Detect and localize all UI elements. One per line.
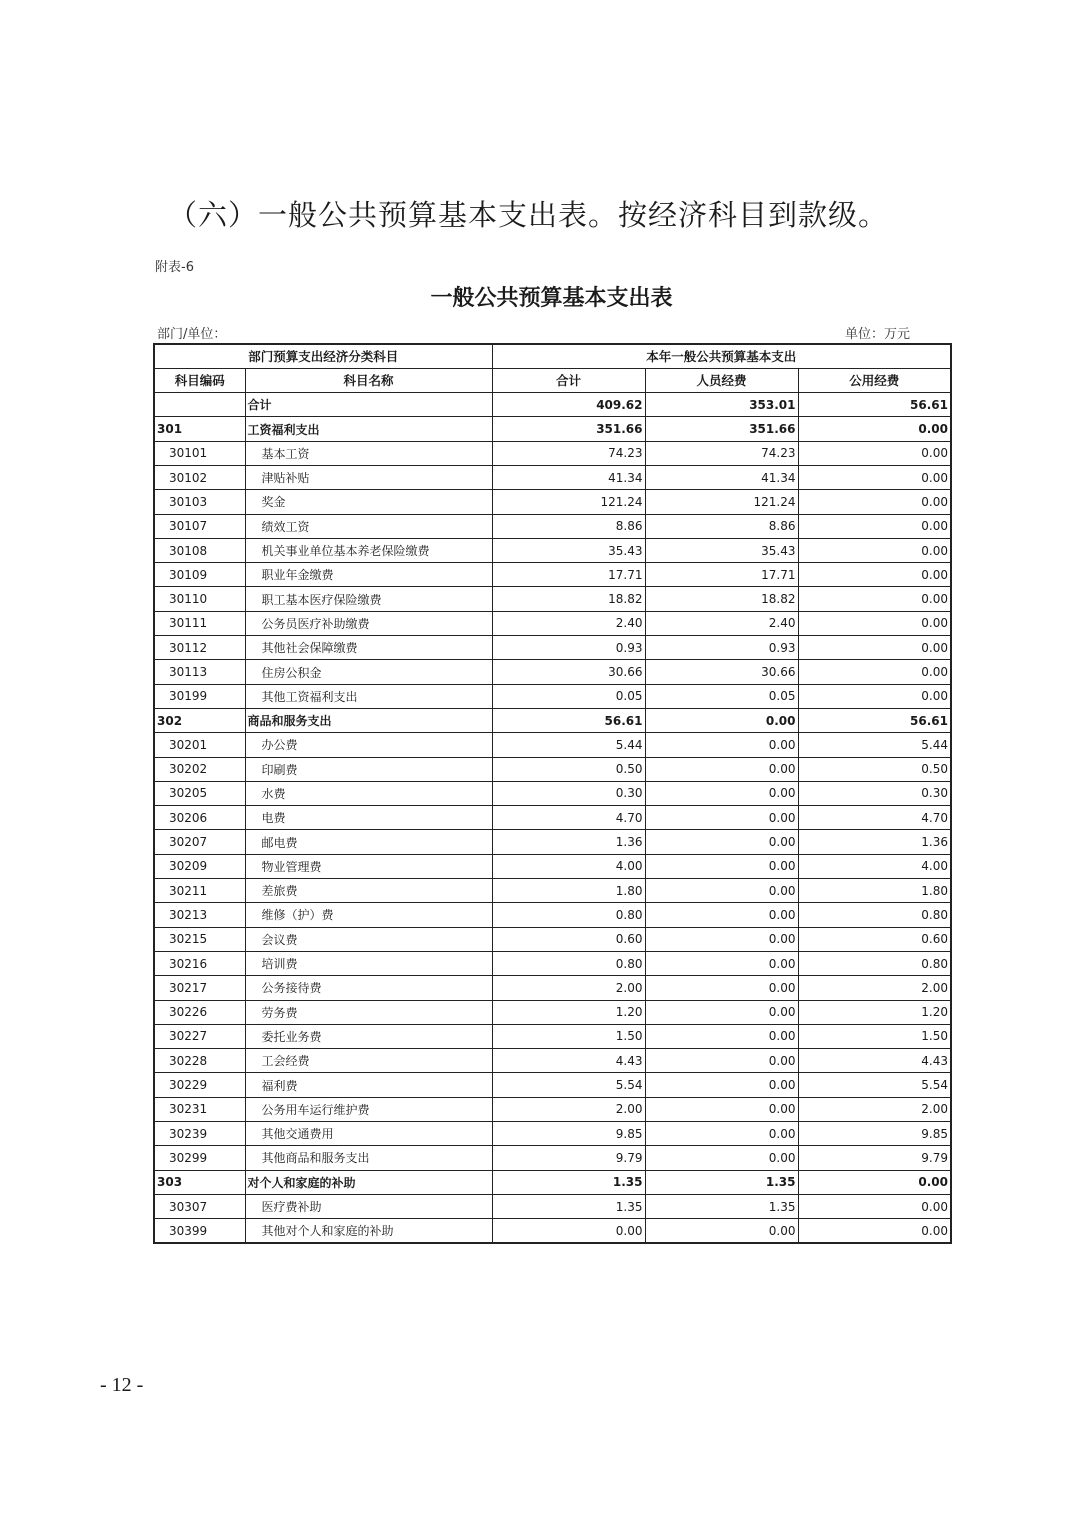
table-row [154,708,951,732]
cell-public: 0.00 [798,1194,951,1218]
cell-code: 30213 [154,903,245,927]
cell-public: 0.00 [798,417,951,441]
cell-public: 0.60 [798,927,951,951]
cell-public: 56.61 [798,708,951,732]
cell-code: 30112 [154,636,245,660]
header-public: 公用经费 [798,368,951,392]
cell-name: 差旅费 [245,879,492,903]
cell-code: 303 [154,1170,245,1194]
table-row [154,1146,951,1170]
budget-table [153,343,952,1244]
cell-personnel: 1.35 [645,1170,798,1194]
cell-personnel: 74.23 [645,441,798,465]
cell-code: 30217 [154,976,245,1000]
cell-total: 0.05 [492,684,645,708]
cell-name: 其他交通费用 [245,1122,492,1146]
unit-label: 单位：万元 [844,327,910,342]
cell-personnel: 35.43 [645,538,798,562]
cell-code: 30226 [154,1000,245,1024]
cell-personnel: 0.00 [645,854,798,878]
table-row [154,441,951,465]
cell-name: 委托业务费 [245,1024,492,1048]
cell-code: 30227 [154,1024,245,1048]
cell-name: 培训费 [245,951,492,975]
cell-personnel: 0.00 [645,927,798,951]
cell-personnel: 0.00 [645,733,798,757]
cell-personnel: 0.00 [645,1219,798,1243]
section-heading: （六）一般公共预算基本支出表。按经济科目到款级。 [168,198,889,232]
cell-total: 0.50 [492,757,645,781]
table-row [154,684,951,708]
cell-public: 0.00 [798,1170,951,1194]
table-row [154,1073,951,1097]
cell-personnel: 0.00 [645,806,798,830]
table-row [154,976,951,1000]
cell-personnel: 0.00 [645,1122,798,1146]
cell-name: 邮电费 [245,830,492,854]
cell-personnel: 351.66 [645,417,798,441]
table-row [154,1097,951,1121]
cell-code: 30102 [154,465,245,489]
table-row [154,538,951,562]
cell-name: 公务员医疗补助缴费 [245,611,492,635]
cell-public: 2.00 [798,1097,951,1121]
cell-personnel: 30.66 [645,660,798,684]
cell-code: 30207 [154,830,245,854]
table-row [154,1219,951,1243]
cell-code: 30231 [154,1097,245,1121]
page-number: - 12 - [100,1374,144,1396]
cell-name: 绩效工资 [245,514,492,538]
table-row [154,660,951,684]
table-row [154,1194,951,1218]
cell-name: 基本工资 [245,441,492,465]
cell-code: 30399 [154,1219,245,1243]
cell-public: 0.00 [798,538,951,562]
cell-name: 医疗费补助 [245,1194,492,1218]
cell-public: 0.80 [798,951,951,975]
cell-public: 0.00 [798,465,951,489]
cell-code: 30107 [154,514,245,538]
cell-name: 劳务费 [245,1000,492,1024]
cell-name: 职业年金缴费 [245,563,492,587]
cell-name: 公务接待费 [245,976,492,1000]
table-row [154,417,951,441]
cell-code: 301 [154,417,245,441]
cell-public: 1.80 [798,879,951,903]
table-row [154,393,951,417]
cell-public: 0.00 [798,441,951,465]
cell-public: 0.00 [798,636,951,660]
cell-personnel: 0.00 [645,1073,798,1097]
table-row [154,563,951,587]
cell-total: 0.93 [492,636,645,660]
cell-public: 1.36 [798,830,951,854]
cell-name: 工会经费 [245,1049,492,1073]
cell-total: 1.80 [492,879,645,903]
cell-personnel: 0.00 [645,903,798,927]
cell-personnel: 0.00 [645,976,798,1000]
cell-public: 56.61 [798,393,951,417]
cell-name: 对个人和家庭的补助 [245,1170,492,1194]
cell-total: 409.62 [492,393,645,417]
cell-code: 30239 [154,1122,245,1146]
cell-code: 30111 [154,611,245,635]
cell-total: 35.43 [492,538,645,562]
cell-personnel: 0.00 [645,1049,798,1073]
cell-personnel: 0.00 [645,708,798,732]
cell-name: 办公费 [245,733,492,757]
cell-name: 奖金 [245,490,492,514]
cell-code [154,393,245,417]
cell-total: 2.40 [492,611,645,635]
cell-code: 30108 [154,538,245,562]
cell-total: 121.24 [492,490,645,514]
cell-personnel: 1.35 [645,1194,798,1218]
cell-code: 30199 [154,684,245,708]
cell-public: 9.85 [798,1122,951,1146]
cell-total: 0.60 [492,927,645,951]
cell-total: 5.54 [492,1073,645,1097]
cell-total: 9.79 [492,1146,645,1170]
cell-total: 1.35 [492,1170,645,1194]
cell-public: 1.50 [798,1024,951,1048]
cell-code: 30228 [154,1049,245,1073]
cell-personnel: 0.00 [645,830,798,854]
table-row [154,733,951,757]
cell-code: 30201 [154,733,245,757]
table-row [154,1000,951,1024]
cell-code: 30307 [154,1194,245,1218]
table-row [154,879,951,903]
cell-public: 5.44 [798,733,951,757]
table-row [154,514,951,538]
cell-total: 30.66 [492,660,645,684]
cell-personnel: 0.00 [645,781,798,805]
table-row [154,587,951,611]
header-group-classification: 部门预算支出经济分类科目 [154,344,492,368]
cell-total: 2.00 [492,1097,645,1121]
cell-total: 8.86 [492,514,645,538]
cell-total: 0.80 [492,951,645,975]
table-row [154,1049,951,1073]
table-row [154,927,951,951]
cell-name: 电费 [245,806,492,830]
table-row [154,806,951,830]
cell-total: 4.70 [492,806,645,830]
cell-total: 1.20 [492,1000,645,1024]
cell-personnel: 0.00 [645,757,798,781]
cell-personnel: 121.24 [645,490,798,514]
cell-total: 9.85 [492,1122,645,1146]
cell-code: 30299 [154,1146,245,1170]
cell-name: 工资福利支出 [245,417,492,441]
cell-total: 351.66 [492,417,645,441]
cell-public: 4.70 [798,806,951,830]
header-name: 科目名称 [245,368,492,392]
cell-code: 30113 [154,660,245,684]
cell-total: 4.00 [492,854,645,878]
cell-name: 会议费 [245,927,492,951]
cell-public: 0.00 [798,587,951,611]
cell-name: 其他工资福利支出 [245,684,492,708]
cell-total: 41.34 [492,465,645,489]
cell-total: 2.00 [492,976,645,1000]
table-row [154,1024,951,1048]
header-total: 合计 [492,368,645,392]
cell-code: 30209 [154,854,245,878]
table-row [154,951,951,975]
cell-code: 30205 [154,781,245,805]
cell-personnel: 17.71 [645,563,798,587]
cell-code: 30229 [154,1073,245,1097]
cell-total: 1.50 [492,1024,645,1048]
table-row [154,465,951,489]
cell-total: 5.44 [492,733,645,757]
header-personnel: 人员经费 [645,368,798,392]
table-row [154,490,951,514]
department-label: 部门/单位： [157,327,227,342]
cell-personnel: 0.00 [645,1097,798,1121]
cell-total: 1.36 [492,830,645,854]
cell-public: 0.00 [798,684,951,708]
table-row [154,830,951,854]
table-row [154,1122,951,1146]
cell-name: 维修（护）费 [245,903,492,927]
cell-public: 0.80 [798,903,951,927]
cell-total: 74.23 [492,441,645,465]
cell-name: 住房公积金 [245,660,492,684]
cell-personnel: 0.05 [645,684,798,708]
cell-personnel: 2.40 [645,611,798,635]
cell-name: 水费 [245,781,492,805]
cell-public: 4.00 [798,854,951,878]
cell-personnel: 353.01 [645,393,798,417]
cell-code: 30215 [154,927,245,951]
cell-public: 0.50 [798,757,951,781]
cell-public: 0.00 [798,1219,951,1243]
cell-public: 1.20 [798,1000,951,1024]
cell-code: 30109 [154,563,245,587]
cell-public: 9.79 [798,1146,951,1170]
cell-name: 印刷费 [245,757,492,781]
header-code: 科目编码 [154,368,245,392]
cell-public: 0.00 [798,563,951,587]
cell-name: 津贴补贴 [245,465,492,489]
table-row [154,854,951,878]
cell-total: 0.30 [492,781,645,805]
cell-public: 0.00 [798,490,951,514]
table-title: 一般公共预算基本支出表 [430,286,673,311]
cell-total: 4.43 [492,1049,645,1073]
cell-public: 4.43 [798,1049,951,1073]
table-row [154,781,951,805]
cell-public: 0.00 [798,611,951,635]
cell-personnel: 18.82 [645,587,798,611]
cell-public: 0.00 [798,514,951,538]
header-columns-row [154,368,951,392]
cell-code: 30103 [154,490,245,514]
cell-public: 5.54 [798,1073,951,1097]
cell-personnel: 0.00 [645,1024,798,1048]
cell-total: 56.61 [492,708,645,732]
table-row [154,757,951,781]
cell-name: 合计 [245,393,492,417]
cell-name: 公务用车运行维护费 [245,1097,492,1121]
cell-name: 机关事业单位基本养老保险缴费 [245,538,492,562]
cell-code: 302 [154,708,245,732]
cell-total: 1.35 [492,1194,645,1218]
header-group-basic-expenditure: 本年一般公共预算基本支出 [492,344,951,368]
cell-name: 其他社会保障缴费 [245,636,492,660]
cell-personnel: 0.00 [645,1146,798,1170]
cell-personnel: 8.86 [645,514,798,538]
cell-name: 物业管理费 [245,854,492,878]
cell-name: 其他对个人和家庭的补助 [245,1219,492,1243]
table-row [154,636,951,660]
appendix-label: 附表-6 [155,260,194,275]
cell-code: 30101 [154,441,245,465]
table-row [154,611,951,635]
cell-name: 其他商品和服务支出 [245,1146,492,1170]
cell-personnel: 0.00 [645,951,798,975]
table-row [154,903,951,927]
cell-public: 0.30 [798,781,951,805]
cell-code: 30110 [154,587,245,611]
header-group-row [154,344,951,368]
cell-name: 商品和服务支出 [245,708,492,732]
table-row [154,1170,951,1194]
cell-total: 17.71 [492,563,645,587]
cell-total: 18.82 [492,587,645,611]
cell-code: 30211 [154,879,245,903]
cell-personnel: 0.00 [645,879,798,903]
cell-public: 2.00 [798,976,951,1000]
cell-public: 0.00 [798,660,951,684]
cell-name: 职工基本医疗保险缴费 [245,587,492,611]
cell-personnel: 0.00 [645,1000,798,1024]
cell-code: 30202 [154,757,245,781]
cell-total: 0.00 [492,1219,645,1243]
cell-personnel: 0.93 [645,636,798,660]
cell-total: 0.80 [492,903,645,927]
cell-personnel: 41.34 [645,465,798,489]
table-body [154,393,951,1243]
cell-name: 福利费 [245,1073,492,1097]
cell-code: 30216 [154,951,245,975]
cell-code: 30206 [154,806,245,830]
